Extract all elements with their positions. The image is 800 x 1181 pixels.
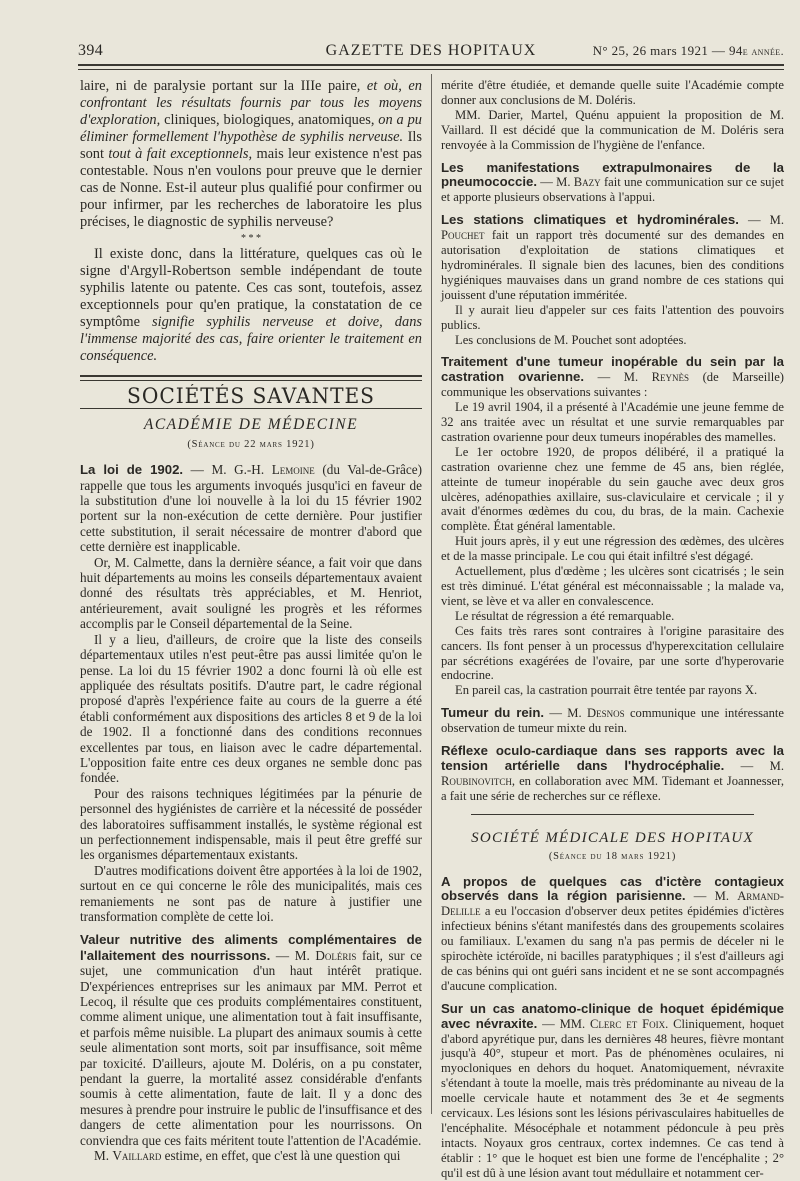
text-run: laire, ni de paralysie portant sur la IIIe paire,: [80, 78, 367, 94]
text-run: , en collaboration avec MM. Tidemant et Joannesser, a fait une série de recherches sur ce réflexe.: [441, 773, 784, 803]
text-run-italic: et où, en confrontant les résultats fournis par tous les moyens d'exploration,: [80, 78, 422, 128]
article-loi-1902: [80, 462, 422, 554]
article-title: Tumeur du rein.: [441, 705, 545, 721]
journal-title: GAZETTE DES HOPITAUX: [325, 42, 537, 59]
paragraph: Actuellement, plus d'œdème ; les ulcères sont cicatrisés ; le sein est très diminué. L'état général est méconnaissable ; la malade va, vient, se lève et va aller en convalescence.: [441, 564, 784, 608]
conclusion-paragraph: [80, 246, 422, 365]
text-run: — M.: [738, 213, 784, 228]
text-run: fait un rapport très documenté sur des demandes en autorisation d'exploitation de stations climatiques et hydrominérales. Il signale bien des lacunes, bien des conditions hygiéniques mauvaises dans un grand nombre de ces stations qui jouissent d'une réputation imméritée.: [441, 228, 784, 302]
academy-session-date: (Séance du 22 mars 1921): [187, 438, 315, 450]
paragraph: Le résultat de régression a été remarquable.: [455, 608, 675, 623]
article-reflexe: [441, 744, 784, 804]
author-name: Bazy: [573, 175, 601, 190]
article-title: Les stations climatiques et hydrominérales.: [441, 212, 739, 228]
text-run: — M.: [544, 706, 587, 721]
text-run: — M.: [724, 758, 784, 773]
section-divider: [471, 814, 754, 815]
left-column: [80, 78, 422, 1164]
page-number: 394: [78, 42, 104, 59]
article-title: Valeur nutritive des aliments complémentaires de l'allaitement des nourrissons.: [80, 932, 422, 963]
paragraph: [80, 1148, 422, 1163]
text-run: estime, en effet, que c'est là une question qui: [161, 1148, 401, 1164]
text-run: a eu l'occasion d'observer deux petites épidémies d'ictères infectieux bénins s'étant manifestés dans des groupements scolaires ou familiaux. L'examen du sang n'a pas permis de déceler ni le spirochète ictéroïde, ni bacilles paratyphiques ; il s'est d'ailleurs agi de cas bénins qui ont guéri sans incident et ne se sont accompagnés d'aucune complication.: [441, 904, 784, 993]
article-title: Sur un cas anatomo-clinique de hoquet épidémique avec névraxite.: [441, 1000, 784, 1031]
text-run: Il existe donc, dans la littérature, quelques cas où le signe d'Argyll-Robertson semble indépendant de toute syphilis latente ou patente. Ces cas sont, toutefois, assez exceptionnels pour qu'en pratique, la constatation de ce symptôme: [80, 246, 422, 330]
section-subrule: [80, 408, 422, 409]
author-name: Vaillard: [112, 1148, 162, 1164]
issue-info: [593, 43, 784, 59]
text-run: . Cliniquement, hoquet d'abord apyrétique pur, dans les dernières 48 heures, fièvre montant jusqu'à 40°, stupeur et mort. Pas de phénomènes oculaires, ni myocloniques en dehors du hoquet. Anatomiquement, névraxite s'étendant à toute la moelle, mais très prédominante au niveau de la moelle cervicale haute et notamment des 3e et 4e segments cervicaux. Les lésions sont les lésions périvasculaires habituelles de l'encéphalite. Mésocéphale et notamment pédoncule à peu près intacts. Noyaux gros centraux, cortex indemnes. Ce cas tend à établir : 1° que le hoquet est bien une forme de l'encéphalite ; 2° qu'il est dû à une lésion avant tout médullaire et notamment cer-: [441, 1016, 784, 1180]
paragraph: Huit jours après, il y eut une régression des œdèmes, des ulcères et de la masse principale. Le cou qui était infiltré s'est dégagé.: [441, 534, 784, 564]
section-rules: [80, 375, 422, 381]
author-name: Clerc et Foix: [590, 1016, 666, 1031]
author-name: Reynès: [651, 370, 690, 385]
paragraph: Pour des raisons techniques légitimées par la pénurie de personnel des hygiénistes de carrière et la nécessité de posséder des laboratoires suffisamment installés, le système régional est un perfectionnement indispensable, mais il peut être greffé sur les organismes départementaux existants.: [80, 785, 422, 863]
text-run: mais leur existence n'est pas contestable. Nous n'en voulons pour preuve que le dernier cas de Nonne. Est-il auteur plus qualifié pour confirmer ou pour infirmer, par les recherches de laboratoire les plus précises, le diagnostic de syphilis nerveuse?: [80, 146, 422, 230]
text-run-italic: tout à fait exceptionnels,: [108, 146, 253, 162]
text-run: — MM.: [537, 1016, 591, 1031]
text-run: — M. G.-H.: [183, 462, 272, 478]
societe-session-date: (Séance du 18 mars 1921): [548, 850, 677, 862]
text-run-italic: on a pu éliminer formellement l'hypothèse de syphilis nerveuse.: [80, 112, 422, 145]
text-run: Ils sont: [80, 129, 422, 162]
text-run: cliniques, biologiques, anatomiques,: [160, 112, 379, 128]
author-name: Doléris: [315, 947, 357, 963]
header-rule-thin: [78, 69, 784, 70]
paragraph: MM. Darier, Martel, Quénu appuient la proposition de M. Vaillard. Il est décidé que la communication de M. Doléris sera renvoyée à la Commission de l'hygiène de l'enfance.: [441, 107, 784, 152]
text-run: — M.: [270, 947, 316, 963]
article-valeur-nutritive: [80, 932, 422, 1148]
paragraph: En pareil cas, la castration pourrait être tentée par rayons X.: [455, 683, 758, 698]
article-pneumococcie: [441, 161, 784, 206]
article-title: Les manifestations extrapulmonaires de la pneumococcie.: [441, 159, 784, 190]
text-run: — M.: [584, 370, 652, 385]
societe-heading: SOCIÉTÉ MÉDICALE DES HOPITAUX: [471, 829, 754, 846]
author-name: Roubinovitch: [441, 773, 512, 788]
rule-thin: [80, 380, 422, 381]
spacer: [80, 924, 422, 932]
header-rule-thick: [78, 64, 784, 66]
text-run: (du Val-de-Grâce) rappelle que tous les arguments invoqués jusqu'ici en faveur de la substitution d'une loi nouvelle à la loi du 15 février 1902 portent sur la non-exécution de cette dernière. Pour justifier cette substitution, il serait nécessaire de montrer d'abord que cette dernière est inapplicable.: [80, 462, 423, 555]
column-separator: [431, 74, 432, 1114]
article-tumeur-rein: [441, 706, 784, 736]
author-name: Desnos: [587, 706, 625, 721]
academy-heading: ACADÉMIE DE MÉDECINE: [143, 416, 359, 434]
author-name: Pouchet: [441, 228, 485, 243]
lead-paragraph: [80, 78, 422, 231]
article-title: A propos de quelques cas d'ictère contagieux observés dans la région parisienne.: [441, 873, 784, 904]
article-title: Réflexe oculo-cardiaque dans ses rapports avec la tension artérielle dans l'hydrocéphalie.: [441, 743, 784, 773]
author-name: Lemoine: [271, 462, 315, 478]
text-run: communique une intéressante observation de tumeur mixte du rein.: [441, 706, 784, 736]
paragraph: Or, M. Calmette, dans la dernière séance, a fait voir que dans huit départements au moins les conseils départementaux avaient donné des résultats très appréciables, et M. Henriot, antérieurement, avait souligné les progrès et les réformes accomplis par le Conseil départemental de la Seine.: [80, 554, 422, 632]
article-title: La loi de 1902.: [80, 462, 184, 478]
article-tumeur-sein: [441, 355, 784, 400]
author-name: Armand-Delille: [441, 889, 784, 919]
paragraph: Le 19 avril 1904, il a présenté à l'Académie une jeune femme de 32 ans traitée avec un résultat et une survie remarquables par castration ovarienne pour deux tumeurs inopérables des mamelles.: [441, 400, 784, 444]
section-title: SOCIÉTÉS SAVANTES: [127, 384, 375, 408]
issue-year: e année.: [742, 44, 784, 58]
text-run: fait une communication sur ce sujet et apporte plusieurs observations à l'appui.: [441, 175, 784, 205]
issue-date: N° 25, 26 mars 1921 — 94: [592, 43, 743, 58]
paragraph: mérite d'être étudiée, et demande quelle suite l'Académie compte donner aux conclusions de M. Doléris.: [441, 78, 784, 107]
text-run: fait, sur ce sujet, une communication d'un haut intérêt pratique. D'expériences entreprises sur les animaux par MM. Perrot et Lecoq, il résulte que ces produits complémentaires constituent, comme aliment unique, une alimentation tout à fait insuffisante, et parfois même nuisible. La plupart des animaux soumis à cette seule alimentation sont morts, soit par insuffisance, soit même par toxicité. D'ailleurs, ajoute M. Doléris, on a pu constater, pendant la guerre, la mortalité assez considérable d'enfants soumis à cette alimentation, faute de lait. Il y a donc des mesures à prendre pour instruire le public de l'insuffisance et des dangers de cette alimentation pour les nourrissons. On conviendra que ces faits méritent toute l'attention de l'Académie.: [80, 947, 422, 1148]
article-stations: [441, 213, 784, 302]
text-run-italic: signifie syphilis nerveuse et doive, dans l'immense majorité des cas, faire orienter le traitement en conséquence.: [80, 314, 422, 364]
paragraph: Il y a lieu, d'ailleurs, de croire que la liste des conseils départementaux utiles n'est peut-être pas aussi limitée qu'on le pense. La loi du 15 février 1902 a donc fourni là où elle est appliquée des résultats positifs. D'autre part, le cadre régional proposé d'après l'expérience faite au cours de la guerre a été établi conformément aux dispositions des articles 8 et 9 de la loi de 1902. Il a fonctionné dans des conditions reconnues excellentes par tous, en liaison avec le cadre départemental. L'opposition faite entre ces deux organes ne semble donc pas fondée.: [80, 631, 422, 786]
paragraph: Le 1er octobre 1920, de propos délibéré, il a pratiqué la castration ovarienne chez une femme de 45 ans, bien réglée, atteinte de tumeur inopérable du sein gauche avec deux gros ulcères, adénopathies axillaire, sus-claviculaire et cervicale ; il y avait d'énormes œdèmes du cou, du bras, de la main. Cachexie complète. État général lamentable.: [441, 444, 784, 534]
right-column: [441, 78, 784, 1181]
rule-thick: [80, 375, 422, 377]
paragraph: Ces faits très rares sont contraires à l'origine parasitaire des cancers. Ils font penser à un processus d'hyperexcitation cellulaire par sécrétions exagérées de l'ovaire, par une sorte d'hyperovarie endocrine.: [441, 623, 784, 683]
article-hoquet: [441, 1002, 784, 1181]
page-header: [78, 38, 784, 62]
asterism: * * *: [241, 233, 261, 244]
paragraph: Les conclusions de M. Pouchet sont adoptées.: [455, 332, 687, 347]
text-run: — M.: [685, 889, 738, 904]
paragraph: Il y aurait lieu d'appeler sur ces faits l'attention des pouvoirs publics.: [441, 302, 784, 332]
text-run: M.: [94, 1148, 113, 1164]
text-run: (de Marseille) communique les observations suivantes :: [441, 370, 784, 400]
article-ictere: [441, 875, 784, 994]
text-run: — M.: [537, 175, 574, 190]
article-title: Traitement d'une tumeur inopérable du sein par la castration ovarienne.: [441, 354, 784, 385]
paragraph: D'autres modifications doivent être apportées à la loi de 1902, surtout en ce qui concerne le rôle des municipalités, mais ces remaniements ne sont pas de nature à justifier une transformation complète de cette loi.: [80, 862, 422, 924]
